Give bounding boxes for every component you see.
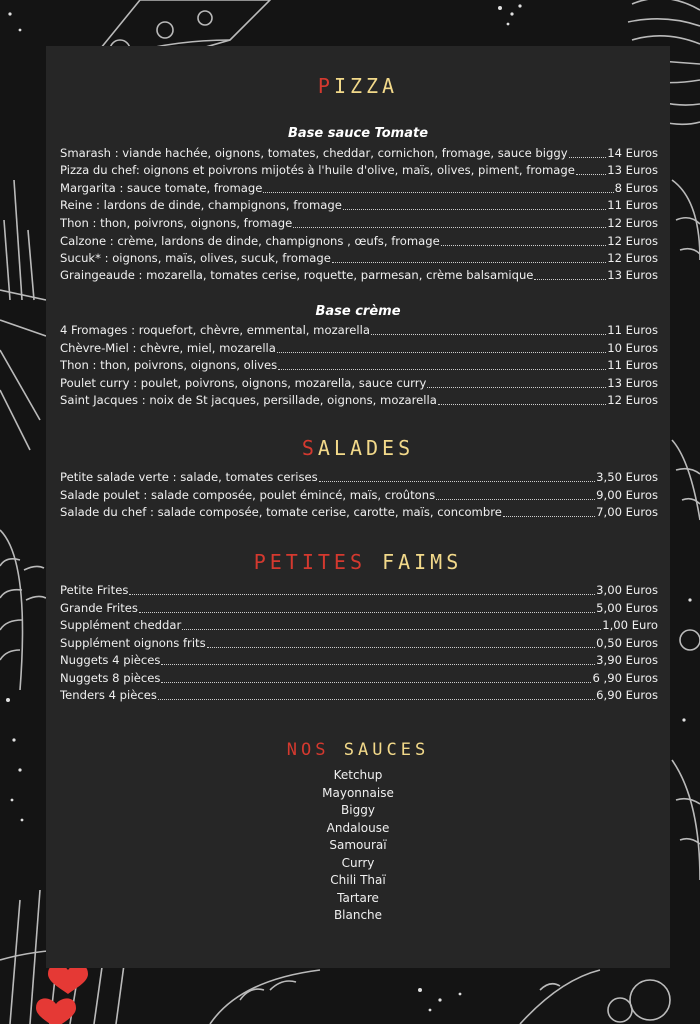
menu-item <box>60 600 658 617</box>
item-price: 6,90 Euros <box>596 688 658 702</box>
item-name: Saint Jacques : noix de St jacques, persillade, oignons, mozarella <box>60 393 437 407</box>
dot-leader <box>293 215 606 228</box>
sauces-title <box>46 740 670 760</box>
menu-item <box>60 375 658 392</box>
petites-faims-title-red: PETITES <box>253 550 367 574</box>
item-price: 8 Euros <box>614 181 658 195</box>
menu-panel <box>46 46 670 968</box>
sauce-item: Tartare <box>337 891 379 905</box>
menu-item <box>60 687 658 704</box>
item-price: 14 Euros <box>607 146 658 160</box>
dot-leader <box>576 162 606 175</box>
dot-leader <box>441 233 606 246</box>
item-name: Thon : thon, poivrons, oignons, fromage <box>60 216 293 230</box>
dot-leader <box>332 250 606 263</box>
item-name: Smarash : viande hachée, oignons, tomates, cheddar, cornichon, fromage, sauce biggy <box>60 146 568 160</box>
dot-leader <box>182 617 601 630</box>
item-price: 3,90 Euros <box>596 653 658 667</box>
menu-item <box>60 357 658 374</box>
dot-leader <box>436 487 595 500</box>
item-name: Supplément oignons frits <box>60 636 206 650</box>
item-name: Petite salade verte : salade, tomates cerises <box>60 470 318 484</box>
sauces-title-red: NOS <box>286 740 330 760</box>
salades-title-rest: ALADES <box>317 436 415 460</box>
item-price: 3,50 Euros <box>596 470 658 484</box>
dot-leader <box>569 145 607 158</box>
menu-item <box>60 487 658 504</box>
menu-item <box>60 215 658 232</box>
item-name: Salade du chef : salade composée, tomate cerise, carotte, maïs, concombre <box>60 505 502 519</box>
sauce-item: Chili Thaï <box>330 873 386 887</box>
dot-leader <box>129 582 595 595</box>
menu-item <box>60 162 658 179</box>
item-price: 13 Euros <box>607 376 658 390</box>
item-price: 13 Euros <box>607 268 658 282</box>
salades-title-first-letter: S <box>301 436 318 460</box>
petites-faims-title-yellow: FAIMS <box>382 550 463 574</box>
dot-leader <box>534 267 606 280</box>
menu-item <box>60 617 658 634</box>
item-name: Supplément cheddar <box>60 618 182 632</box>
item-price: 12 Euros <box>607 251 658 265</box>
sauce-item: Biggy <box>341 803 375 817</box>
dot-leader <box>161 670 591 683</box>
item-name: Thon : thon, poivrons, oignons, olives <box>60 358 278 372</box>
dot-leader <box>263 180 613 193</box>
item-price: 12 Euros <box>607 234 658 248</box>
sauce-item: Andalouse <box>326 821 390 835</box>
item-name: Tenders 4 pièces <box>60 688 157 702</box>
menu-item <box>60 340 658 357</box>
menu-item <box>60 652 658 669</box>
dot-leader <box>207 635 596 648</box>
item-price: 12 Euros <box>607 216 658 230</box>
dot-leader <box>139 600 595 613</box>
sauce-item: Curry <box>341 856 375 870</box>
petites-faims-title <box>46 550 670 574</box>
item-price: 5,00 Euros <box>596 601 658 615</box>
menu-item <box>60 504 658 521</box>
base-creme-heading: Base crème <box>315 304 401 319</box>
menu-item <box>60 582 658 599</box>
menu-item <box>60 267 658 284</box>
item-name: Nuggets 4 pièces <box>60 653 161 667</box>
dot-leader <box>427 375 606 388</box>
pizza-title-first-letter: P <box>317 74 334 98</box>
sauces-title-yellow: SAUCES <box>343 740 430 760</box>
sauce-item: Blanche <box>333 908 383 922</box>
menu-item <box>60 392 658 409</box>
item-price: 10 Euros <box>607 341 658 355</box>
item-price: 6 ,90 Euros <box>592 671 658 685</box>
item-name: Chèvre-Miel : chèvre, miel, mozarella <box>60 341 276 355</box>
menu-item <box>60 250 658 267</box>
menu-item <box>60 233 658 250</box>
item-price: 11 Euros <box>607 358 658 372</box>
menu-item <box>60 469 658 486</box>
pizza-title-rest: IZZA <box>333 74 399 98</box>
pizza-title <box>46 74 670 98</box>
item-name: Reine : lardons de dinde, champignons, fromage <box>60 198 342 212</box>
herb-illustration-right <box>672 180 700 880</box>
item-name: Grande Frites <box>60 601 138 615</box>
menu-item <box>60 322 658 339</box>
menu-item <box>60 180 658 197</box>
item-price: 13 Euros <box>607 163 658 177</box>
item-price: 12 Euros <box>607 393 658 407</box>
base-tomate-heading: Base sauce Tomate <box>287 126 429 141</box>
item-price: 1,00 Euro <box>602 618 658 632</box>
item-name: 4 Fromages : roquefort, chèvre, emmental, mozarella <box>60 323 370 337</box>
item-price: 7,00 Euros <box>596 505 658 519</box>
dot-leader <box>343 197 606 210</box>
item-name: Nuggets 8 pièces <box>60 671 161 685</box>
bottom-decorations <box>210 970 670 1024</box>
item-price: 11 Euros <box>607 198 658 212</box>
sauce-item: Samouraï <box>329 838 387 852</box>
item-name: Pizza du chef: oignons et poivrons mijotés à l'huile d'olive, maïs, olives, piment, fromage <box>60 163 575 177</box>
item-name: Petite Frites <box>60 583 129 597</box>
dot-leader <box>438 392 606 405</box>
herb-illustration-left <box>0 530 46 690</box>
sauce-item: Mayonnaise <box>322 786 394 800</box>
menu-item <box>60 197 658 214</box>
heart-decorations <box>36 964 88 1024</box>
menu-item <box>60 635 658 652</box>
sauce-item: Ketchup <box>333 768 383 782</box>
item-name: Poulet curry : poulet, poivrons, oignons, mozarella, sauce curry <box>60 376 427 390</box>
dot-leader <box>503 504 595 517</box>
item-price: 3,00 Euros <box>596 583 658 597</box>
fries-box-illustration <box>0 180 46 450</box>
dot-leader <box>158 687 595 700</box>
item-name: Margarita : sauce tomate, fromage <box>60 181 263 195</box>
menu-item <box>60 145 658 162</box>
dot-leader <box>161 652 595 665</box>
item-name: Salade poulet : salade composée, poulet émincé, maïs, croûtons <box>60 488 436 502</box>
salades-title <box>46 436 670 460</box>
dot-leader <box>277 340 606 353</box>
item-price: 11 Euros <box>607 323 658 337</box>
menu-item <box>60 670 658 687</box>
item-name: Sucuk* : oignons, maïs, olives, sucuk, fromage <box>60 251 331 265</box>
dot-leader <box>278 357 606 370</box>
item-price: 0,50 Euros <box>596 636 658 650</box>
item-name: Calzone : crème, lardons de dinde, champignons , œufs, fromage <box>60 234 440 248</box>
item-price: 9,00 Euros <box>596 488 658 502</box>
dot-leader <box>319 469 595 482</box>
dot-leader <box>371 322 606 335</box>
item-name: Graingeaude : mozarella, tomates cerise, roquette, parmesan, crème balsamique <box>60 268 534 282</box>
